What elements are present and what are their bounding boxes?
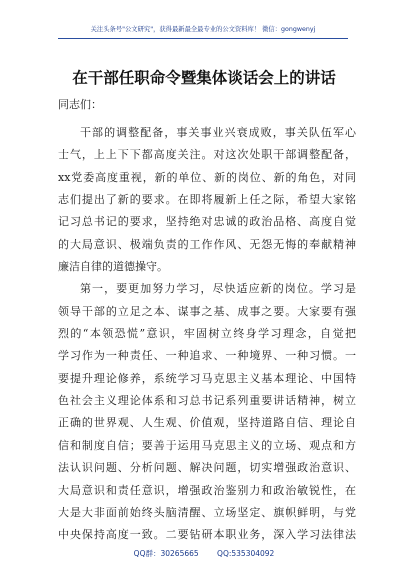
body-line: 烈的“本领恐慌”意识，牢固树立终身学习理念，自觉把 bbox=[58, 327, 356, 341]
body-line: 法认识问题、分析问题、解决问题，切实增强政治意识、 bbox=[58, 461, 356, 475]
body-line: 记习总书记的要求，坚持绝对忠诚的政治品格、高度自觉 bbox=[58, 215, 356, 229]
body-line: 领导干部的立足之本、谋事之基、成事之要。大家要有强 bbox=[58, 304, 356, 318]
body-line: 第一，要更加努力学习，尽快适应新的岗位。学习是 bbox=[80, 282, 356, 296]
body-line: 色社会主义理论体系和习总书记系列重要讲话精神，树立 bbox=[58, 394, 356, 408]
salutation: 同志们： bbox=[58, 98, 102, 111]
body-line: 学习作为一种责任、一种追求、一种境界、一种习惯。一 bbox=[58, 349, 356, 363]
body-line: 要提升理论修养，系统学习马克思主义基本理论、中国特 bbox=[58, 371, 356, 385]
body-line: 志们提出了新的要求。在即将履新上任之际，希望大家铭 bbox=[58, 193, 356, 207]
footer-contact bbox=[0, 548, 408, 560]
body-line: 中央保持高度一致。二要钻研本职业务，深入学习法律法 bbox=[58, 528, 356, 542]
body-line: 的大局意识、极端负责的工作作风、无怨无悔的奉献精神 bbox=[58, 237, 356, 251]
body-line: 干部的调整配备，事关事业兴衰成败，事关队伍军心 bbox=[80, 126, 356, 139]
body-line: 信和制度自信；要善于运用马克思主义的立场、观点和方 bbox=[58, 438, 356, 452]
body-line: 大是大非面前始终头脑清醒、立场坚定、旗帜鲜明，与党 bbox=[58, 505, 356, 519]
body-line: 正确的世界观、人生观、价值观，坚持道路自信、理论自 bbox=[58, 416, 356, 430]
header-banner: 关注头条号"公文研究"，获得最新最全最专业的公文资料库！ 微信：gongwenyj bbox=[58, 24, 348, 39]
body-line: xx党委高度重视，新的单位、新的岗位、新的角色，对同 bbox=[58, 170, 356, 184]
body-line: 廉洁自律的道德操守。 bbox=[58, 260, 168, 274]
document-title: 在干部任职命令暨集体谈话会上的讲话 bbox=[72, 69, 336, 87]
body-line: 大局意识和责任意识，增强政治鉴别力和政治敏锐性，在 bbox=[58, 483, 356, 497]
footer-qq-group: QQ群：30265665 bbox=[133, 549, 199, 558]
document-body bbox=[58, 122, 356, 547]
body-line: 士气，上上下下都高度关注。对这次处职干部调整配备， bbox=[58, 148, 356, 162]
footer-qq: QQ:535304092 bbox=[217, 549, 275, 558]
